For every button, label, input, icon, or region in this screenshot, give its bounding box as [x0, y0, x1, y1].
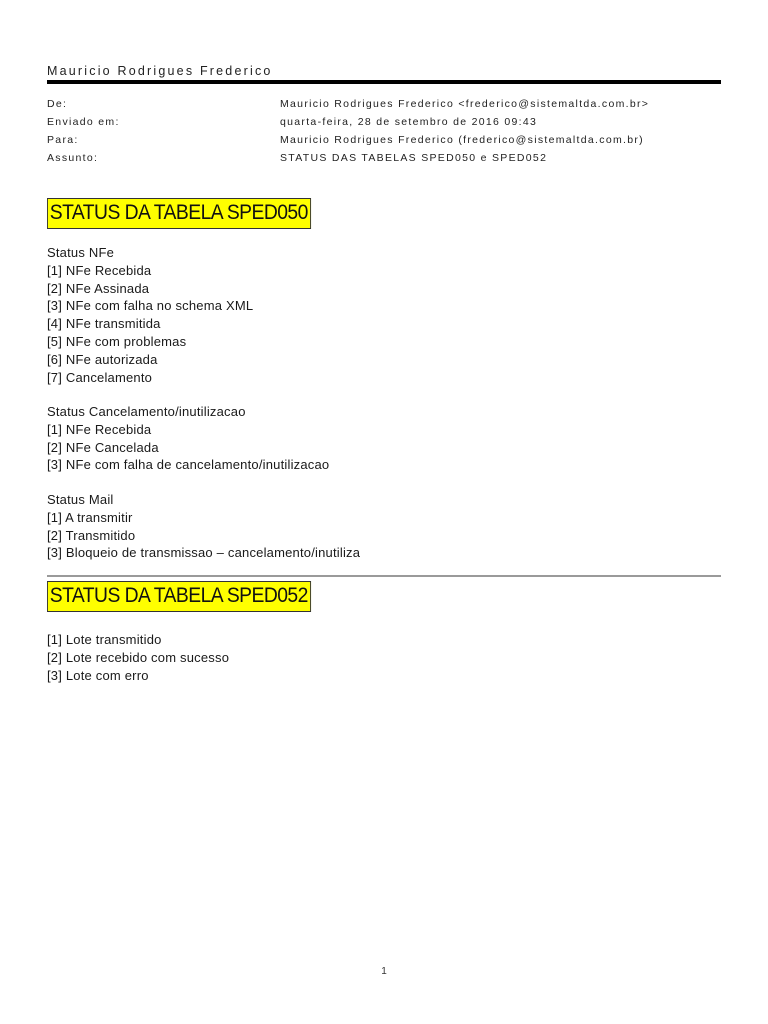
from-value: Mauricio Rodrigues Frederico <frederico@sistemaltda.com.br>: [280, 98, 650, 110]
page-number: 1: [381, 966, 387, 977]
section-divider: [47, 575, 721, 577]
from-label: De:: [47, 98, 68, 110]
group-status-nfe: [47, 244, 253, 386]
meta-row-subject: [47, 152, 727, 170]
sent-value: quarta-feira, 28 de setembro de 2016 09:43: [280, 116, 538, 128]
subject-value: STATUS DAS TABELAS SPED050 e SPED052: [280, 152, 548, 164]
section-title-sped052: STATUS DA TABELA SPED052: [47, 581, 311, 612]
list-item: [5] NFe com problemas: [47, 333, 187, 349]
group-heading: Status Cancelamento/inutilizacao: [47, 404, 246, 419]
meta-row-from: [47, 98, 727, 116]
list-item: [2] NFe Assinada: [47, 280, 150, 296]
list-item: [2] NFe Cancelada: [47, 439, 159, 455]
email-metadata: [47, 98, 727, 170]
list-item: [7] Cancelamento: [47, 369, 153, 385]
list-item: [4] NFe transmitida: [47, 316, 161, 332]
group-lote-status: [47, 631, 229, 684]
list-item: [1] NFe Recebida: [47, 421, 152, 437]
list-item: [1] Lote transmitido: [47, 632, 162, 647]
to-label: Para:: [47, 134, 79, 146]
list-item: [3] Bloqueio de transmissao – cancelamento/inutiliza: [47, 545, 361, 561]
list-item: [2] Lote recebido com sucesso: [47, 649, 230, 665]
header-divider: [47, 80, 721, 84]
to-value: Mauricio Rodrigues Frederico (frederico@sistemaltda.com.br): [280, 134, 644, 146]
list-item: [1] A transmitir: [47, 509, 133, 525]
meta-row-sent: [47, 116, 727, 134]
subject-label: Assunto:: [47, 152, 99, 164]
list-item: [6] NFe autorizada: [47, 351, 158, 367]
meta-row-to: [47, 134, 727, 152]
sent-label: Enviado em:: [47, 116, 120, 128]
group-status-mail: [47, 491, 360, 562]
group-heading: Status NFe: [47, 245, 115, 260]
list-item: [3] NFe com falha no schema XML: [47, 298, 254, 314]
list-item: [3] NFe com falha de cancelamento/inutilizacao: [47, 457, 330, 473]
group-status-cancelamento: [47, 403, 329, 474]
list-item: [1] NFe Recebida: [47, 262, 152, 278]
list-item: [2] Transmitido: [47, 527, 136, 543]
section-title-sped050: STATUS DA TABELA SPED050: [47, 198, 311, 229]
list-item: [3] Lote com erro: [47, 667, 149, 683]
sender-name: Mauricio Rodrigues Frederico: [47, 64, 273, 78]
group-heading: Status Mail: [47, 492, 114, 507]
